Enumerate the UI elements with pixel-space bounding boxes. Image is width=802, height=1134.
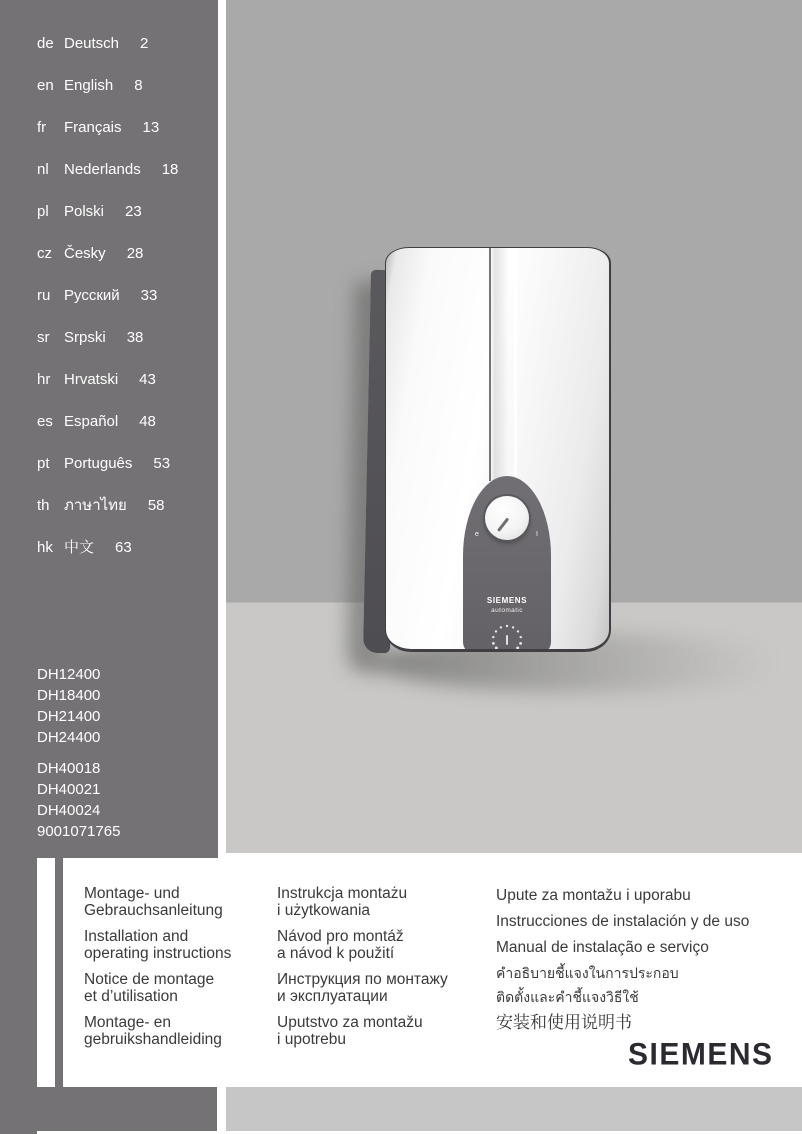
language-item-hk — [37, 540, 212, 556]
language-code: pt — [37, 455, 50, 472]
language-page-number: 33 — [140, 287, 158, 304]
language-page-number: 8 — [134, 77, 143, 94]
language-item-cz — [37, 246, 212, 262]
language-name: 中文 — [64, 539, 95, 556]
language-name: Deutsch — [64, 35, 120, 52]
language-name: Srpski — [64, 329, 106, 346]
temperature-knob — [485, 496, 529, 540]
language-index-sidebar — [0, 0, 218, 858]
model-number: DH40021 — [37, 781, 101, 798]
material-number: 9001071765 — [37, 823, 121, 840]
language-name: English — [64, 77, 114, 94]
model-number-list-2 — [37, 758, 120, 842]
title-line: gebruikshandleiding — [84, 1031, 222, 1048]
language-item-nl — [37, 162, 212, 178]
model-number: DH40018 — [37, 760, 101, 777]
title-sr — [277, 1014, 492, 1048]
language-page-number: 63 — [115, 539, 132, 556]
language-item-ru — [37, 288, 212, 304]
language-name: Русский — [64, 287, 120, 304]
footer-bar-dark — [0, 1087, 217, 1131]
title-line: Uputstvo za montažu — [277, 1014, 423, 1031]
language-code: nl — [37, 161, 49, 178]
title-de — [84, 885, 279, 919]
language-code: fr — [37, 119, 47, 136]
language-item-en — [37, 78, 212, 94]
title-line: Instrukcja montażu — [277, 885, 408, 902]
language-item-pt — [37, 456, 212, 472]
language-name: Nederlands — [64, 161, 141, 178]
language-list — [37, 36, 212, 582]
language-name: Hrvatski — [64, 371, 119, 388]
title-en — [84, 928, 279, 962]
product-photo-area — [226, 0, 802, 853]
language-name: ภาษาไทย — [64, 497, 127, 514]
language-page-number: 53 — [153, 455, 171, 472]
language-page-number: 38 — [126, 329, 144, 346]
language-item-hr — [37, 372, 212, 388]
title-column-1 — [84, 885, 279, 1057]
title-zh: 安装和使用说明书 — [496, 1013, 632, 1032]
language-item-es — [37, 414, 212, 430]
title-nl — [84, 1014, 279, 1048]
title-line: i upotrebu — [277, 1031, 346, 1048]
model-number: DH12400 — [37, 666, 101, 683]
language-name: Português — [64, 455, 133, 472]
title-line: и эксплуатации — [277, 988, 388, 1005]
model-number: DH40024 — [37, 802, 101, 819]
left-accent-thin-bar — [55, 858, 63, 1088]
language-page-number: 2 — [140, 35, 149, 52]
language-item-sr — [37, 330, 212, 346]
language-page-number: 23 — [125, 203, 142, 220]
panel-seam-highlight — [514, 248, 517, 484]
language-code: th — [37, 497, 50, 514]
title-line: i użytkowania — [277, 902, 371, 919]
panel-seam-shading — [490, 248, 517, 484]
water-heater-image — [385, 247, 611, 652]
model-number: DH21400 — [37, 708, 101, 725]
title-line: Инструкция по монтажу — [277, 971, 448, 988]
title-th-line2: ติดตั้งและคำชี้แจงวิธีใช้ — [496, 989, 639, 1005]
title-hr: Upute za montažu i uporabu — [496, 887, 691, 904]
language-code: cz — [37, 245, 52, 262]
language-item-fr — [37, 120, 212, 136]
language-name: Česky — [64, 245, 106, 262]
language-code: ru — [37, 287, 51, 304]
title-line: et d’utilisation — [84, 988, 178, 1005]
language-page-number: 18 — [161, 161, 179, 178]
heater-automatic-label: automatic — [491, 607, 523, 614]
language-code: pl — [37, 203, 49, 220]
language-page-number: 48 — [139, 413, 156, 430]
language-page-number: 43 — [139, 371, 156, 388]
title-ru — [277, 971, 492, 1005]
footer-bar-light — [226, 1087, 802, 1131]
language-code: hk — [37, 539, 53, 556]
title-line: Montage- und — [84, 885, 180, 902]
siemens-logo: SIEMENS — [628, 1037, 774, 1072]
knob-marker-right: I — [536, 531, 538, 538]
title-cz — [277, 928, 492, 962]
temperature-scale-icon — [489, 620, 525, 650]
panel-seam-line — [489, 248, 491, 481]
title-line: Notice de montage — [84, 971, 215, 988]
title-column-2 — [277, 885, 492, 1057]
model-number-list-1 — [37, 664, 100, 748]
title-pl — [277, 885, 492, 919]
title-fr — [84, 971, 279, 1005]
language-name: Polski — [64, 203, 105, 220]
title-pt: Manual de instalação e serviço — [496, 939, 709, 956]
title-es: Instrucciones de instalación y de uso — [496, 913, 750, 930]
model-number: DH24400 — [37, 729, 101, 746]
language-page-number: 28 — [126, 245, 144, 262]
title-line: a návod k použití — [277, 945, 395, 962]
language-code: es — [37, 413, 53, 430]
title-line: Návod pro montáž — [277, 928, 404, 945]
title-line: Montage- en — [84, 1014, 172, 1031]
language-name: Español — [64, 413, 119, 430]
language-name: Français — [64, 119, 122, 136]
language-item-de — [37, 36, 212, 52]
language-code: sr — [37, 329, 50, 346]
control-panel-pod — [463, 476, 551, 652]
title-line: operating instructions — [84, 945, 232, 962]
language-page-number: 58 — [147, 497, 165, 514]
language-page-number: 13 — [142, 119, 160, 136]
knob-marker-left: e — [475, 531, 479, 538]
knob-pointer-mark — [497, 517, 509, 531]
language-item-th — [37, 498, 212, 514]
language-code: hr — [37, 371, 51, 388]
language-code: en — [37, 77, 54, 94]
heater-brand-label: SIEMENS — [486, 596, 528, 605]
title-column-3 — [496, 883, 796, 1037]
title-line: Gebrauchsanleitung — [84, 902, 223, 919]
title-th-line1: คำอธิบายชี้แจงในการประกอบ — [496, 965, 679, 981]
model-number: DH18400 — [37, 687, 101, 704]
language-item-pl — [37, 204, 212, 220]
title-line: Installation and — [84, 928, 189, 945]
language-code: de — [37, 35, 54, 52]
